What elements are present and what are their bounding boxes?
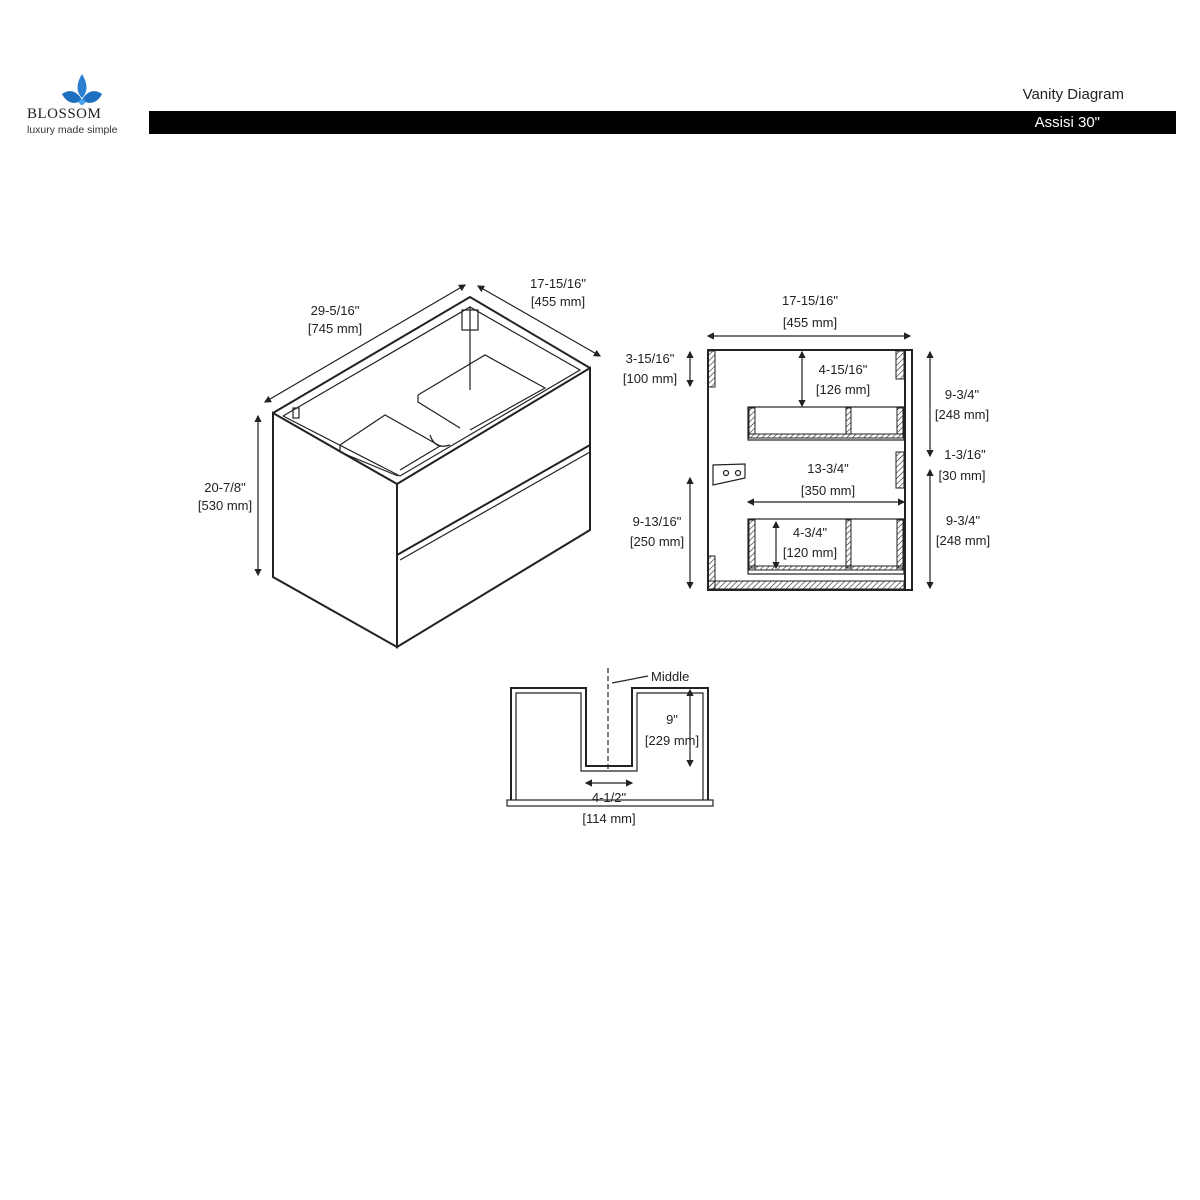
depth-mm-label: [455 mm] [530,294,586,309]
notch-width-label: 4-1/2" [591,790,627,805]
model-name: Assisi 30" [1034,114,1100,131]
lower-drawer-mm-label: [248 mm] [935,533,991,548]
depth-label: 17-15/16" [530,276,586,291]
side-section-view [623,293,990,590]
drawer-depth-mm-label: [350 mm] [800,483,856,498]
page-title: Vanity Diagram [1022,86,1124,103]
notch-depth-label: 9" [666,712,678,727]
height-mm-label: [530 mm] [197,498,253,513]
isometric-view [198,276,600,647]
lower-inner-mm-label: [120 mm] [782,545,838,560]
height-label: 20-7/8" [204,480,246,495]
brand-tagline: luxury made simple [27,124,118,136]
upper-clearance-mm-label: [126 mm] [815,382,871,397]
brand-name: BLOSSOM [27,106,102,122]
side-depth-mm-label: [455 mm] [782,315,838,330]
lower-inner-label: 4-3/4" [792,525,828,540]
upper-clearance-label: 4-15/16" [818,362,868,377]
side-depth-label: 17-15/16" [782,293,838,308]
top-rail-mm-label: [100 mm] [622,371,678,386]
upper-drawer-label: 9-3/4" [944,387,980,402]
lower-height-label: 9-13/16" [632,514,682,529]
width-mm-label: [745 mm] [307,321,363,336]
lower-height-mm-label: [250 mm] [629,534,685,549]
top-rail-label: 3-15/16" [625,351,675,366]
width-label: 29-5/16" [310,303,360,318]
gap-label: 1-3/16" [944,447,986,462]
drawer-depth-label: 13-3/4" [807,461,849,476]
middle-label: Middle [651,669,690,684]
lower-drawer-label: 9-3/4" [945,513,981,528]
gap-mm-label: [30 mm] [938,468,986,483]
drawer-top-view [507,668,713,826]
notch-width-mm-label: [114 mm] [582,811,636,826]
upper-drawer-mm-label: [248 mm] [934,407,990,422]
notch-depth-mm-label: [229 mm] [644,733,700,748]
